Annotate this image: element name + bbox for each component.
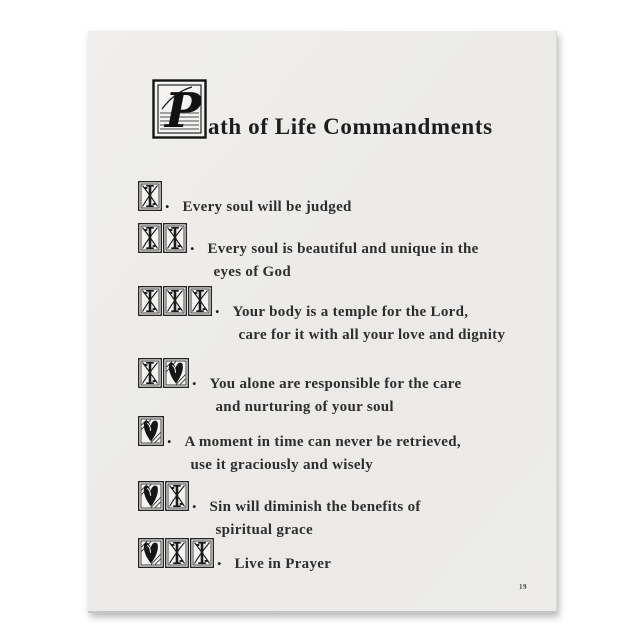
commandment-line: and nurturing of your soul [215,399,394,415]
commandment-item-4 [138,358,461,419]
numeral-block-i-icon [190,538,214,568]
page-footnote: 19 [519,583,527,591]
commandment-line: Every soul is beautiful and unique in the [207,241,479,257]
commandment-text [235,553,332,576]
commandment-line: eyes of God [213,264,291,280]
numeral-block-i-icon [138,358,162,388]
numeral-vi [138,481,198,511]
commandment-text [233,301,506,347]
dropcap-letter: P [165,83,202,139]
commandment-line: Your body is a temple for the Lord, [232,304,469,320]
numeral-period: . [167,427,172,447]
numeral-block-i-icon [163,286,187,316]
numeral-period: . [190,234,195,254]
commandment-text [210,496,421,542]
commandment-line: Live in Prayer [234,556,332,572]
numeral-period: . [192,492,197,512]
numeral-block-i-icon [165,538,189,568]
numeral-block-v-icon [138,416,164,446]
commandment-line: use it graciously and wisely [190,457,374,473]
numeral-block-v-icon [138,481,164,511]
commandment-line: Every soul will be judged [182,199,352,215]
commandment-item-6 [138,481,421,542]
numeral-iv [138,358,198,388]
commandment-item-1 [138,181,352,219]
numeral-block-v-icon [163,358,189,388]
commandment-line: You alone are responsible for the care [209,376,462,392]
numeral-block-i-icon [138,181,162,211]
numeral-period: . [215,297,220,317]
numeral-iii [138,286,221,316]
commandment-line: spiritual grace [215,522,313,538]
commandment-text [210,373,462,419]
commandment-item-7 [138,538,331,576]
numeral-ii [138,223,196,253]
numeral-block-i-icon [138,223,162,253]
commandments-list [88,31,556,611]
numeral-block-v-icon [138,538,164,568]
commandment-line: Sin will diminish the benefits of [209,499,421,515]
numeral-block-i-icon [138,286,162,316]
numeral-v [138,416,173,446]
commandment-text [185,431,461,477]
commandment-text [208,238,479,284]
numeral-block-i-icon [188,286,212,316]
numeral-period: . [192,369,197,389]
poster [88,31,557,613]
commandment-item-3 [138,286,505,347]
commandment-item-2 [138,223,479,284]
commandment-text [183,196,352,219]
numeral-vii [138,538,223,568]
numeral-block-i-icon [165,481,189,511]
numeral-i [138,181,171,211]
commandment-item-5 [138,416,461,477]
commandment-line: A moment in time can never be retrieved, [184,434,461,450]
numeral-block-i-icon [163,223,187,253]
numeral-period: . [165,192,170,212]
commandment-line: care for it with all your love and dignity [238,327,506,343]
title-text: ath of Life Commandments [208,114,493,139]
numeral-period: . [217,549,222,569]
